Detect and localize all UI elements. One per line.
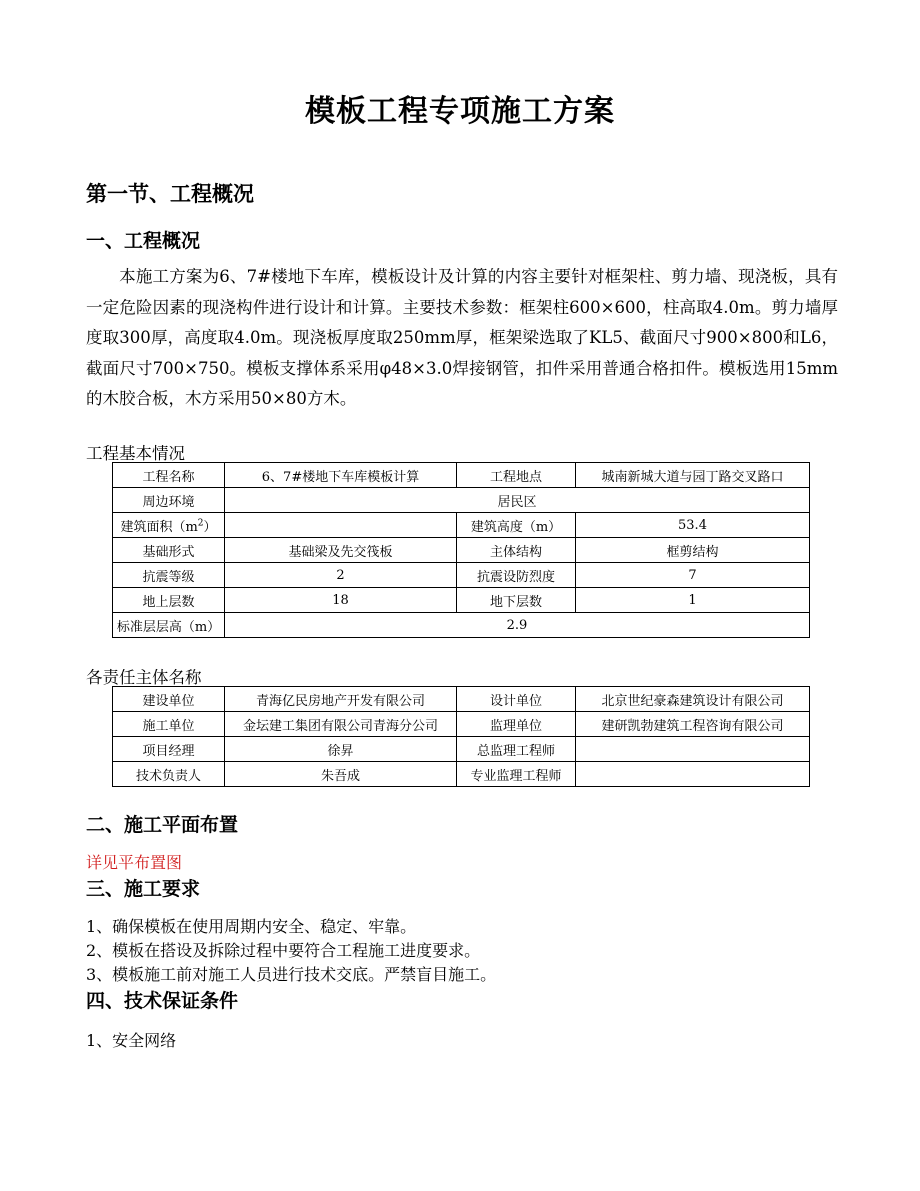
floors-below-label: 地下层数 bbox=[457, 588, 576, 613]
environment-label: 周边环境 bbox=[113, 488, 225, 513]
table-row bbox=[113, 563, 810, 588]
tech-lead-label: 技术负责人 bbox=[113, 762, 225, 787]
project-name-value: 6、7#楼地下车库模板计算 bbox=[225, 463, 457, 488]
project-name-label: 工程名称 bbox=[113, 463, 225, 488]
subheading-requirements: 三、施工要求 bbox=[86, 878, 201, 900]
structure-label: 主体结构 bbox=[457, 538, 576, 563]
specialist-label: 专业监理工程师 bbox=[457, 762, 576, 787]
seismic-intensity-label: 抗震设防烈度 bbox=[457, 563, 576, 588]
floor-height-label: 标准层层高（m） bbox=[113, 613, 225, 638]
subheading-project-overview: 一、工程概况 bbox=[86, 230, 201, 252]
table-row bbox=[113, 687, 810, 712]
parties-table bbox=[112, 686, 810, 787]
height-label: 建筑高度（m） bbox=[457, 513, 576, 538]
basic-info-table bbox=[112, 462, 810, 638]
floors-below-value: 1 bbox=[576, 588, 810, 613]
seismic-grade-label: 抗震等级 bbox=[113, 563, 225, 588]
overview-paragraph-text: 本施工方案为6、7#楼地下车库，模板设计及计算的内容主要针对框架柱、剪力墙、现浇板，具有一定危险因素的现浇构件进行设计和计算。主要技术参数：框架柱600×600，柱高取4.0m。剪力墙厚度取300厚，高度取4.0m。现浇板厚度取250mm厚，框架梁选取了KL5、截面尺寸900×800和L6，截面尺寸700×750。模板支撑体系采用φ48×3.0焊接钢管，扣件采用普通合格扣件。模板选用15mm的木胶合板，木方采用50×80方木。 bbox=[86, 267, 838, 408]
parties-caption: 各责任主体名称 bbox=[86, 668, 202, 687]
requirement-item: 1、确保模板在使用周期内安全、稳定、牢靠。 bbox=[86, 917, 417, 936]
floors-above-value: 18 bbox=[225, 588, 457, 613]
location-label: 工程地点 bbox=[457, 463, 576, 488]
foundation-label: 基础形式 bbox=[113, 538, 225, 563]
table-row bbox=[113, 737, 810, 762]
area-label bbox=[113, 513, 225, 538]
area-label-superscript: 2 bbox=[197, 518, 204, 529]
builder-label: 建设单位 bbox=[113, 687, 225, 712]
layout-plan-note: 详见平布置图 bbox=[86, 853, 183, 872]
table-row bbox=[113, 513, 810, 538]
chief-engineer-label: 总监理工程师 bbox=[457, 737, 576, 762]
safety-network-item: 1、安全网络 bbox=[86, 1031, 177, 1050]
seismic-grade-value: 2 bbox=[225, 563, 457, 588]
location-value: 城南新城大道与园丁路交叉路口 bbox=[576, 463, 810, 488]
requirement-item: 3、模板施工前对施工人员进行技术交底。严禁盲目施工。 bbox=[86, 965, 497, 984]
environment-value: 居民区 bbox=[225, 488, 810, 513]
floor-height-value: 2.9 bbox=[225, 613, 810, 638]
table-row bbox=[113, 488, 810, 513]
chief-engineer-value bbox=[576, 737, 810, 762]
table-row bbox=[113, 588, 810, 613]
designer-label: 设计单位 bbox=[457, 687, 576, 712]
designer-value: 北京世纪豪森建筑设计有限公司 bbox=[576, 687, 810, 712]
table-row bbox=[113, 538, 810, 563]
section-heading-overview: 第一节、工程概况 bbox=[86, 181, 254, 206]
table-row bbox=[113, 613, 810, 638]
seismic-intensity-value: 7 bbox=[576, 563, 810, 588]
pm-label: 项目经理 bbox=[113, 737, 225, 762]
contractor-value: 金坛建工集团有限公司青海分公司 bbox=[225, 712, 457, 737]
subheading-site-layout: 二、施工平面布置 bbox=[86, 814, 239, 836]
contractor-label: 施工单位 bbox=[113, 712, 225, 737]
structure-value: 框剪结构 bbox=[576, 538, 810, 563]
basic-info-caption: 工程基本情况 bbox=[86, 444, 185, 463]
requirement-item: 2、模板在搭设及拆除过程中要符合工程施工进度要求。 bbox=[86, 941, 481, 960]
area-label-close: ） bbox=[203, 519, 217, 535]
area-value bbox=[225, 513, 457, 538]
subheading-technical-guarantee: 四、技术保证条件 bbox=[86, 990, 239, 1012]
builder-value: 青海亿民房地产开发有限公司 bbox=[225, 687, 457, 712]
table-row bbox=[113, 463, 810, 488]
specialist-value bbox=[576, 762, 810, 787]
floors-above-label: 地上层数 bbox=[113, 588, 225, 613]
height-value: 53.4 bbox=[576, 513, 810, 538]
supervisor-label: 监理单位 bbox=[457, 712, 576, 737]
tech-lead-value: 朱吾成 bbox=[225, 762, 457, 787]
area-label-text: 建筑面积（m bbox=[120, 519, 198, 535]
foundation-value: 基础梁及先交筏板 bbox=[225, 538, 457, 563]
overview-paragraph bbox=[86, 262, 838, 415]
document-title: 模板工程专项施工方案 bbox=[305, 94, 615, 129]
pm-value: 徐昇 bbox=[225, 737, 457, 762]
supervisor-value: 建研凯勃建筑工程咨询有限公司 bbox=[576, 712, 810, 737]
table-row bbox=[113, 762, 810, 787]
table-row bbox=[113, 712, 810, 737]
